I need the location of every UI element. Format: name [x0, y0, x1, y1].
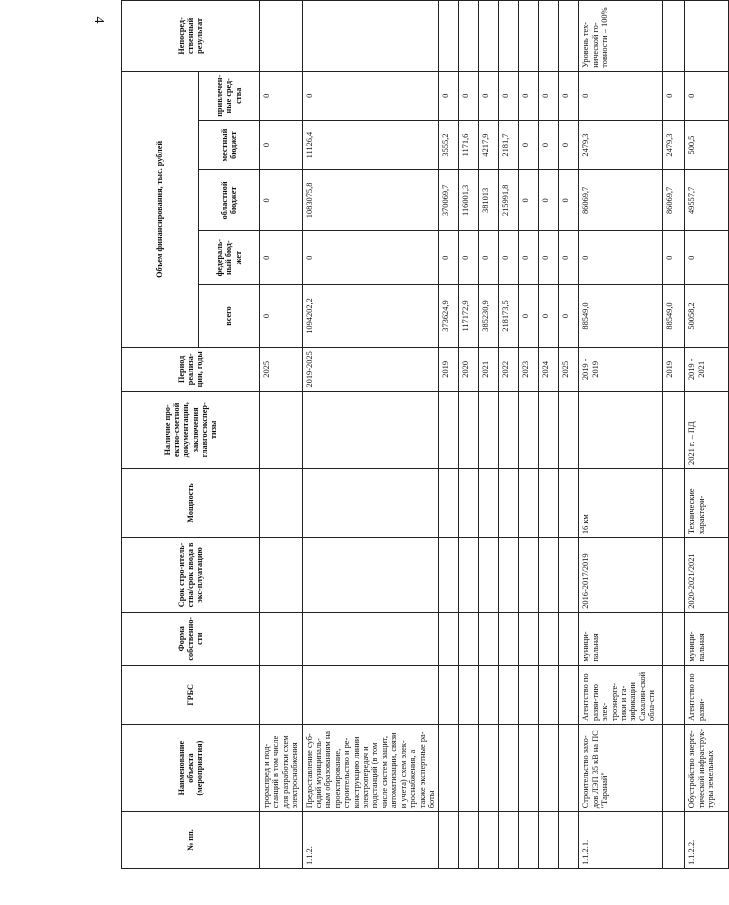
cell-total: 1094202,2 [302, 285, 439, 348]
cell-docs [302, 391, 439, 468]
cell-name [519, 724, 539, 811]
cell-result [459, 1, 479, 72]
cell-name [663, 724, 685, 811]
cell-term [499, 538, 519, 613]
cell-name: Обустройство энерге-тической инфраструк-туры земельных [685, 724, 729, 811]
cell-period: 2021 [479, 347, 499, 391]
table-row [519, 1, 539, 869]
cell-name: Строительство захо-дов ЛЭП 35 кВ на ПС "Таранай" [579, 724, 663, 811]
cell-total: 0 [260, 285, 303, 348]
cell-num [260, 812, 303, 869]
cell-local: 2479,3 [579, 120, 663, 170]
cell-result [663, 1, 685, 72]
cell-term [260, 538, 303, 613]
cell-result [260, 1, 303, 72]
cell-federal: 0 [459, 231, 479, 285]
cell-local: 0 [519, 120, 539, 170]
cell-num [539, 812, 559, 869]
cell-local: 2479,3 [663, 120, 685, 170]
cell-num: 1.1.2. [302, 812, 439, 869]
cell-federal: 0 [302, 231, 439, 285]
cell-regional: 370069,7 [439, 170, 459, 231]
cell-total: 0 [559, 285, 579, 348]
cell-total: 218173,5 [499, 285, 519, 348]
cell-attracted: 0 [459, 71, 479, 120]
cell-num: 1.1.2.1. [579, 812, 663, 869]
table-row [439, 1, 459, 869]
cell-name [479, 724, 499, 811]
cell-docs [439, 391, 459, 468]
cell-grbs [539, 665, 559, 724]
cell-result [302, 1, 439, 72]
header-num: № пп. [122, 812, 260, 869]
cell-term: 2016-2017/2019 [579, 538, 663, 613]
cell-cap [479, 468, 499, 537]
header-term: Срок стро-итель-ства/срок ввода в экс-плуатацию [122, 538, 260, 613]
header-grbs: ГРБС [122, 665, 260, 724]
cell-local: 2181,7 [499, 120, 519, 170]
cell-cap: Технические характери- [685, 468, 729, 537]
cell-num [439, 812, 459, 869]
cell-own: муници-пальная [579, 612, 663, 665]
cell-period: 2019 - 2019 [579, 347, 663, 391]
cell-period: 2019 [663, 347, 685, 391]
cell-result [519, 1, 539, 72]
cell-regional: 215991,8 [499, 170, 519, 231]
cell-period: 2024 [539, 347, 559, 391]
cell-grbs [439, 665, 459, 724]
cell-docs [579, 391, 663, 468]
header-row-1 [122, 1, 199, 869]
table-row [579, 1, 663, 869]
header-period: Период реализа-ции, годы [122, 347, 260, 391]
cell-total: 0 [519, 285, 539, 348]
cell-attracted: 0 [559, 71, 579, 120]
cell-total: 88549,0 [579, 285, 663, 348]
cell-grbs [663, 665, 685, 724]
header-name: Наименование объекта (мероприятия) [122, 724, 260, 811]
header-result: Непосред-ственный результат [122, 1, 260, 72]
table-row [302, 1, 439, 869]
cell-regional: 116001,3 [459, 170, 479, 231]
cell-num [479, 812, 499, 869]
cell-own [302, 612, 439, 665]
cell-attracted: 0 [499, 71, 519, 120]
cell-federal: 0 [519, 231, 539, 285]
cell-federal: 0 [260, 231, 303, 285]
table-row [663, 1, 685, 869]
cell-cap [519, 468, 539, 537]
cell-num [499, 812, 519, 869]
cell-result [439, 1, 459, 72]
cell-result [685, 1, 729, 72]
cell-period: 2019 - 2021 [685, 347, 729, 391]
cell-docs [519, 391, 539, 468]
cell-cap [499, 468, 519, 537]
cell-local: 4217,9 [479, 120, 499, 170]
header-capacity: Мощность [122, 468, 260, 537]
cell-federal: 0 [663, 231, 685, 285]
cell-local: 0 [539, 120, 559, 170]
cell-term [559, 538, 579, 613]
cell-period: 2019 [439, 347, 459, 391]
cell-num [519, 812, 539, 869]
cell-grbs [499, 665, 519, 724]
cell-attracted: 0 [479, 71, 499, 120]
cell-result: Уровень тех-нической го-товности – 100% [579, 1, 663, 72]
cell-local: 1171,6 [459, 120, 479, 170]
cell-name [499, 724, 519, 811]
cell-total: 117172,9 [459, 285, 479, 348]
header-federal: федераль-ный бюд-жет [199, 231, 260, 285]
table-row [559, 1, 579, 869]
cell-total: 373624,9 [439, 285, 459, 348]
cell-total: 88549,0 [663, 285, 685, 348]
cell-regional: 381013 [479, 170, 499, 231]
cell-term [663, 538, 685, 613]
cell-federal: 0 [579, 231, 663, 285]
cell-result [559, 1, 579, 72]
cell-own [479, 612, 499, 665]
cell-attracted: 0 [260, 71, 303, 120]
cell-term [519, 538, 539, 613]
table-row [499, 1, 519, 869]
cell-local: 500,5 [685, 120, 729, 170]
cell-cap [302, 468, 439, 537]
cell-local: 11126,4 [302, 120, 439, 170]
cell-federal: 0 [439, 231, 459, 285]
cell-period: 2023 [519, 347, 539, 391]
cell-period: 2022 [499, 347, 519, 391]
cell-name [539, 724, 559, 811]
cell-result [539, 1, 559, 72]
cell-own: муници-пальная [685, 612, 729, 665]
cell-docs [663, 391, 685, 468]
cell-regional: 0 [539, 170, 559, 231]
header-funding: Объем финансирования, тыс. рублей [122, 71, 199, 347]
cell-total: 0 [539, 285, 559, 348]
header-docs: Наличие про-ектно-сметной документации, заключения главгосэкспер-тизы [122, 391, 260, 468]
cell-docs [559, 391, 579, 468]
table-row [479, 1, 499, 869]
cell-cap: 16 км [579, 468, 663, 537]
cell-own [499, 612, 519, 665]
cell-term [479, 538, 499, 613]
cell-attracted: 0 [685, 71, 729, 120]
cell-period: 2025 [559, 347, 579, 391]
cell-cap [663, 468, 685, 537]
cell-own [539, 612, 559, 665]
cell-federal: 0 [479, 231, 499, 285]
page-number: 4 [91, 16, 106, 24]
cell-grbs [479, 665, 499, 724]
cell-grbs [559, 665, 579, 724]
cell-term [439, 538, 459, 613]
cell-regional: 1083075,8 [302, 170, 439, 231]
cell-local: 3555,2 [439, 120, 459, 170]
table-row [539, 1, 559, 869]
cell-period: 2020 [459, 347, 479, 391]
cell-cap [459, 468, 479, 537]
cell-grbs: Агентство по разви- [685, 665, 729, 724]
cell-docs [539, 391, 559, 468]
cell-own [459, 612, 479, 665]
cell-docs: 2021 г. – ПД [685, 391, 729, 468]
table-row [459, 1, 479, 869]
cell-num [559, 812, 579, 869]
cell-docs [260, 391, 303, 468]
cell-attracted: 0 [519, 71, 539, 120]
cell-total: 385230,9 [479, 285, 499, 348]
cell-federal: 0 [685, 231, 729, 285]
cell-attracted: 0 [663, 71, 685, 120]
cell-docs [479, 391, 499, 468]
cell-regional: 49557,7 [685, 170, 729, 231]
cell-docs [459, 391, 479, 468]
cell-attracted: 0 [302, 71, 439, 120]
cell-grbs [260, 665, 303, 724]
cell-regional: 86069,7 [663, 170, 685, 231]
table-row [685, 1, 729, 869]
financing-table [121, 0, 729, 869]
cell-regional: 0 [519, 170, 539, 231]
cell-result [479, 1, 499, 72]
table-body [260, 1, 729, 869]
cell-name: трораспред и под-станций в том числе для разработки схем электроснабжения [260, 724, 303, 811]
cell-grbs [302, 665, 439, 724]
cell-cap [539, 468, 559, 537]
cell-federal: 0 [539, 231, 559, 285]
cell-regional: 86069,7 [579, 170, 663, 231]
cell-term [459, 538, 479, 613]
cell-result [499, 1, 519, 72]
header-regional: областной бюджет [199, 170, 260, 231]
cell-num [459, 812, 479, 869]
cell-regional: 0 [559, 170, 579, 231]
cell-cap [439, 468, 459, 537]
header-ownership: Форма собственно-сти [122, 612, 260, 665]
cell-own [519, 612, 539, 665]
header-local: местный бюджет [199, 120, 260, 170]
cell-cap [559, 468, 579, 537]
cell-term: 2020-2021/2021 [685, 538, 729, 613]
cell-grbs: Агентство по разви-тию элек-троэнерге-тики и га-зификации Сахалин-ской обла-сти [579, 665, 663, 724]
cell-total: 50058,2 [685, 285, 729, 348]
cell-own [559, 612, 579, 665]
header-attracted: привлечен-ные сред-ства [199, 71, 260, 120]
cell-name: Предоставление суб-сидий муниципаль-ным образованиям на проектирование, строительство и ре-конструкцию линии электропередач и подстанций (в том числе систем защит, автоматизации, связи и учета) схем элек-троснабжения, а также экспертные ра-боты [302, 724, 439, 811]
cell-local: 0 [260, 120, 303, 170]
cell-federal: 0 [559, 231, 579, 285]
cell-attracted: 0 [439, 71, 459, 120]
cell-name [439, 724, 459, 811]
cell-period: 2019-2025 [302, 347, 439, 391]
cell-name [459, 724, 479, 811]
cell-own [439, 612, 459, 665]
cell-term [302, 538, 439, 613]
header-total: всего [199, 285, 260, 348]
cell-docs [499, 391, 519, 468]
table-row [260, 1, 303, 869]
cell-attracted: 0 [539, 71, 559, 120]
cell-num: 1.1.2.2. [685, 812, 729, 869]
cell-regional: 0 [260, 170, 303, 231]
cell-own [260, 612, 303, 665]
cell-local: 0 [559, 120, 579, 170]
cell-period: 2025 [260, 347, 303, 391]
cell-grbs [519, 665, 539, 724]
cell-own [663, 612, 685, 665]
cell-num [663, 812, 685, 869]
cell-name [559, 724, 579, 811]
cell-grbs [459, 665, 479, 724]
cell-term [539, 538, 559, 613]
cell-attracted: 0 [579, 71, 663, 120]
cell-cap [260, 468, 303, 537]
cell-federal: 0 [499, 231, 519, 285]
